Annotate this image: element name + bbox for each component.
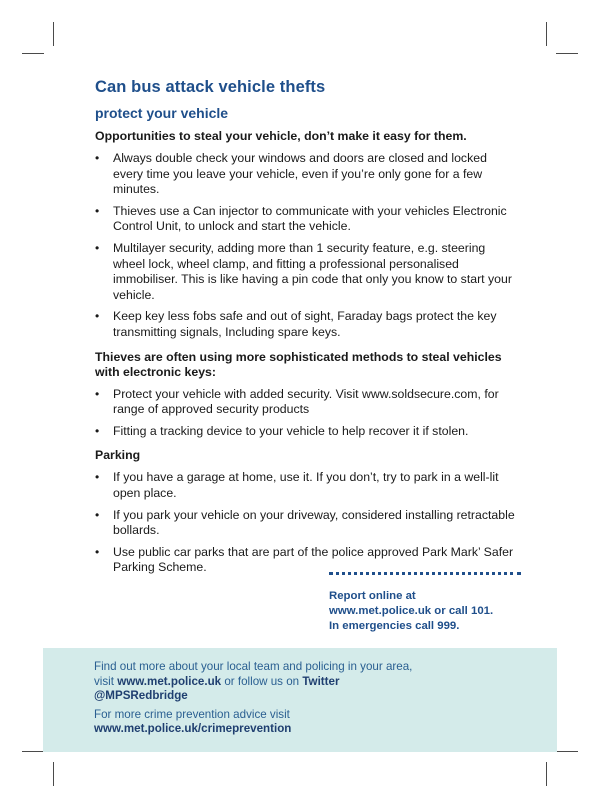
footer-text <box>94 660 514 737</box>
twitter-label: Twitter <box>302 674 340 688</box>
crop-mark-top-left-v <box>53 22 54 46</box>
crop-mark-bottom-left-h <box>22 751 44 752</box>
bullet-list-opportunities <box>95 151 515 341</box>
crime-prevention-link-text: www.met.police.uk/crimeprevention <box>94 722 292 736</box>
twitter-handle[interactable] <box>94 689 514 704</box>
report-text <box>329 589 529 634</box>
report-line-1: Report online at <box>329 590 416 602</box>
crop-mark-bottom-right-v <box>546 762 547 786</box>
report-box <box>329 572 529 634</box>
section-heading-opportunities: Opportunities to steal your vehicle, don’t make it easy for them. <box>95 129 467 143</box>
report-line-3: In emergencies call 999. <box>329 620 460 632</box>
footer-panel <box>43 648 557 752</box>
section-heading-parking: Parking <box>95 448 141 463</box>
crop-mark-top-right-h <box>556 53 578 54</box>
list-item: • Use public car parks that are part of the police approved Park Mark’ Safer Parking Scheme. <box>95 545 515 576</box>
list-item: • If you have a garage at home, use it. If you don’t, try to park in a well-lit open place. <box>95 470 515 501</box>
crop-mark-bottom-right-h <box>556 751 578 752</box>
list-item: • If you park your vehicle on your driveway, considered installing retractable bollards. <box>95 508 515 539</box>
list-item: • Protect your vehicle with added security. Visit www.soldsecure.com, for range of approved security products <box>95 387 515 418</box>
list-item: • Fitting a tracking device to your vehicle to help recover it if stolen. <box>95 424 515 440</box>
page-subtitle: protect your vehicle <box>95 105 229 121</box>
bullet-list-thieves <box>95 387 515 440</box>
dotted-divider <box>329 572 521 575</box>
met-police-link[interactable]: www.met.police.uk <box>117 674 222 688</box>
report-line-2: www.met.police.uk or call 101. <box>329 605 494 617</box>
bullet-list-parking <box>95 470 515 576</box>
crop-mark-bottom-left-v <box>53 762 54 786</box>
list-item: • Always double check your windows and doors are closed and locked every time you leave your vehicle, even if you’re only gone for a few minutes. <box>95 151 515 198</box>
page-title: Can bus attack vehicle thefts <box>95 78 326 96</box>
footer-line-4: For more crime prevention advice visit <box>94 707 290 721</box>
list-item: • Keep key less fobs safe and out of sight, Faraday bags protect the key transmitting signals, Including spare keys. <box>95 309 515 340</box>
footer-line-2 <box>94 675 514 690</box>
main-content <box>95 76 515 582</box>
crop-mark-top-right-v <box>546 22 547 46</box>
list-item: • Thieves use a Can injector to communicate with your vehicles Electronic Control Unit, to unlock and start the vehicle. <box>95 204 515 235</box>
footer-line-1: Find out more about your local team and policing in your area, <box>94 660 413 673</box>
twitter-handle-text: @MPSRedbridge <box>94 689 188 703</box>
footer-follow-text: or follow us on <box>221 674 303 688</box>
list-item: • Multilayer security, adding more than 1 security feature, e.g. steering wheel lock, wheel clamp, and fitting a professional personalised immobiliser. This is like having a pin code that only you know to start your vehicle. <box>95 241 515 303</box>
crop-mark-top-left-h <box>22 53 44 54</box>
crime-prevention-link[interactable] <box>94 722 514 737</box>
section-heading-thieves: Thieves are often using more sophisticated methods to steal vehicles with electronic keys: <box>95 349 502 379</box>
footer-visit-text: visit <box>94 674 118 688</box>
